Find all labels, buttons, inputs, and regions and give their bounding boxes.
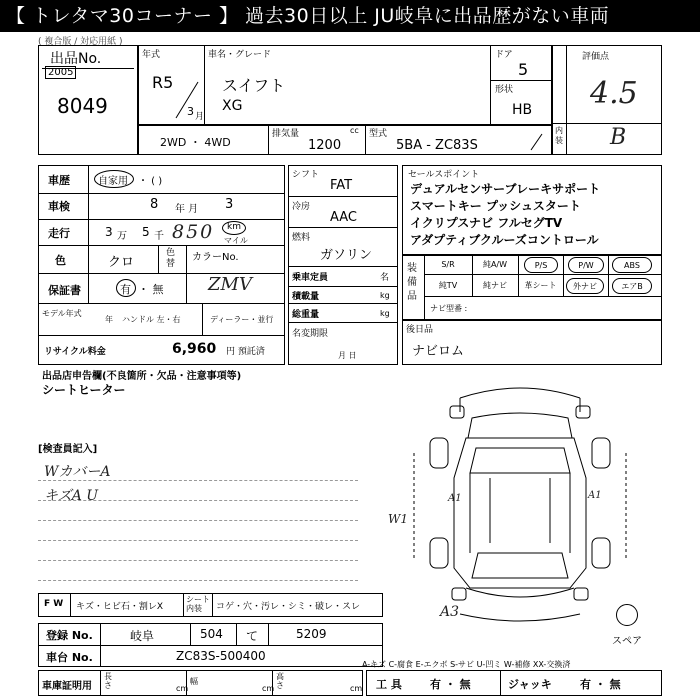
equip-alloy-wheels: 純A/W xyxy=(482,260,508,269)
damage-legend: A-キズ C-腐食 E-エクボ S-サビ U-凹ミ W-補修 XX-交換済 xyxy=(362,660,571,669)
history-rest: ・ ( ) xyxy=(138,176,163,187)
fw-rest: コゲ・穴・汚レ・シミ・破レ・スレ xyxy=(216,602,361,612)
interior-value: B xyxy=(610,125,627,150)
warranty-label: 保証書 xyxy=(48,284,81,297)
inspection-label: 車検 xyxy=(48,200,70,213)
year-label: 年式 xyxy=(142,50,161,60)
name-change-unit: 月 日 xyxy=(338,351,357,360)
equip-power-windows: P/W xyxy=(568,257,604,273)
body-type-value: HB xyxy=(512,102,533,118)
declaration-label: 出品店申告欄(不良箇所・欠品・注意事項等) xyxy=(42,371,242,382)
equip-aftermarket-navi: 外ナビ xyxy=(566,278,604,294)
mileage-man: 3 xyxy=(105,225,113,239)
tools-value: 有 ・ 無 xyxy=(430,678,471,691)
recycle-unit: 円 預託済 xyxy=(226,347,265,357)
inspection-month: 3 xyxy=(225,197,234,212)
registration-class: 504 xyxy=(200,627,223,641)
spare-label: スペア xyxy=(612,636,642,647)
interior-label: 内装 xyxy=(555,126,563,145)
color-label: 色 xyxy=(55,254,66,267)
model-code-value: 5BA - ZC83S xyxy=(396,138,478,153)
warranty-value: 有 xyxy=(120,283,131,296)
body-type-label: 形状 xyxy=(495,85,514,95)
ac-label: 冷房 xyxy=(292,202,311,212)
fuel-value: ガソリン xyxy=(320,248,373,263)
mileage-man-unit: 万 xyxy=(117,231,127,242)
tools-label: 工 具 xyxy=(376,678,402,691)
equip-abs: ABS xyxy=(612,257,652,273)
fw-label: F W xyxy=(44,599,64,609)
car-damage-diagram xyxy=(400,378,640,623)
declaration-value: シートヒーター xyxy=(42,383,126,397)
banner-title: 【 トレタマ30コーナー 】 過去30日以上 JU岐阜に出品歴がない車両 xyxy=(0,0,700,32)
shift-value: FAT xyxy=(330,178,353,193)
dealer-type: ディーラー・並行 xyxy=(210,315,274,324)
damage-mark-a1-left: A1 xyxy=(448,493,462,504)
garage-cert-label: 車庫証明用 xyxy=(42,681,92,692)
score-label: 評価点 xyxy=(582,52,610,62)
grade-name: XG xyxy=(222,98,243,114)
name-label: 車名・グレード xyxy=(208,50,272,60)
weight-unit: kg xyxy=(380,309,390,318)
equip-sunroof: S/R xyxy=(441,260,455,269)
ac-value: AAC xyxy=(330,210,357,225)
inspector-label: [検査員記入] xyxy=(38,444,98,455)
model-year-label: モデル年式 xyxy=(42,309,82,318)
mileage-handwritten: 850 xyxy=(172,221,215,243)
selling-point-4: アダプティブクルーズコントロール xyxy=(410,233,599,247)
damage-mark-w1: W1 xyxy=(388,512,408,526)
name-change-label: 名変期限 xyxy=(292,329,329,339)
history-label: 車歴 xyxy=(48,174,70,187)
model-year-unit: 年 xyxy=(105,315,113,324)
year-era: R5 xyxy=(152,73,174,92)
recycle-value: 6,960 xyxy=(172,341,217,357)
registration-pref: 岐阜 xyxy=(130,629,155,643)
damage-mark-a3: A3 xyxy=(440,604,460,620)
displacement-value: 1200 xyxy=(308,138,342,153)
mileage-sen: 5 xyxy=(142,225,150,239)
fuel-label: 燃料 xyxy=(292,233,311,243)
garage-length: 長さ xyxy=(104,672,112,690)
equip-genuine-tv: 純TV xyxy=(438,281,458,290)
color-code-value: ZMV xyxy=(208,274,252,295)
displacement-unit: cc xyxy=(350,126,359,135)
model-name: スイフト xyxy=(222,76,286,95)
recycle-label: リサイクル料金 xyxy=(44,347,106,357)
equipment-label: 装備品 xyxy=(407,263,417,302)
spare-tire-icon xyxy=(616,604,638,626)
registration-kana: て xyxy=(246,629,259,643)
garage-width: 幅 xyxy=(190,677,198,686)
displacement-label: 排気量 xyxy=(272,129,300,139)
lot-label: 出品No. xyxy=(50,51,102,67)
inspection-unit: 年 月 xyxy=(175,204,199,215)
jack-value: 有 ・ 無 xyxy=(580,678,621,691)
mileage-label: 走行 xyxy=(48,227,70,240)
garage-height-unit: cm xyxy=(350,684,363,693)
inspector-note-1: WカバーA xyxy=(44,464,111,480)
capacity-unit: 名 xyxy=(380,273,390,283)
garage-height: 高さ xyxy=(276,672,284,690)
inspection-year: 8 xyxy=(150,197,159,212)
damage-mark-a1-right: A1 xyxy=(588,490,602,501)
equip-power-steering: P/S xyxy=(524,257,558,273)
handle-side: ハンドル 左・右 xyxy=(122,315,181,324)
inspector-note-2: キズA U xyxy=(44,488,99,504)
capacity-label: 乗車定員 xyxy=(292,273,329,283)
warranty-rest: ・ 無 xyxy=(138,283,164,296)
doors-value: 5 xyxy=(518,60,529,79)
equip-genuine-navi: 純ナビ xyxy=(483,281,507,290)
score-value: 4.5 xyxy=(590,76,638,111)
chassis-label: 車台 No. xyxy=(46,651,93,664)
selling-point-3: イクリプスナビ フルセグTV xyxy=(410,216,563,230)
weight-label: 総重量 xyxy=(292,310,320,320)
fw-seat: シート内装 xyxy=(186,595,210,613)
aftermarket-value: ナビロム xyxy=(412,344,465,359)
history-value: 自家用 xyxy=(98,176,128,187)
registration-label: 登録 No. xyxy=(46,629,93,642)
year-month: 3 xyxy=(187,105,194,118)
drive-type: 2WD ・ 4WD xyxy=(160,136,231,149)
load-label: 積載量 xyxy=(292,292,320,302)
garage-width-unit: cm xyxy=(262,684,275,693)
color-value: クロ xyxy=(108,255,135,270)
lot-stamp: 2005 xyxy=(45,66,76,79)
mileage-sen-unit: 千 xyxy=(154,231,164,242)
color-change-label: 色替 xyxy=(166,248,176,269)
color-code-label: カラーNo. xyxy=(192,252,239,263)
equip-leather-seats: 革シート xyxy=(524,281,557,290)
registration-number: 5209 xyxy=(296,627,327,641)
year-month-unit: 月 xyxy=(195,112,205,122)
aftermarket-label: 後日品 xyxy=(406,325,434,335)
mileage-mile: マイル xyxy=(224,236,248,245)
shift-label: シフト xyxy=(292,170,320,180)
selling-points-label: セールスポイント xyxy=(408,170,480,180)
doors-label: ドア xyxy=(495,50,513,60)
model-code-label: 型式 xyxy=(369,129,388,139)
fw-text: キズ・ヒビ石・割レX xyxy=(76,602,163,612)
navi-model-label: ナビ型番 : xyxy=(430,304,468,313)
equip-airbag: エアB xyxy=(612,278,652,294)
garage-length-unit: cm xyxy=(176,684,189,693)
lot-number: 8049 xyxy=(57,94,108,118)
selling-point-1: デュアルセンサーブレーキサポート xyxy=(410,182,601,196)
chassis-value: ZC83S-500400 xyxy=(176,649,266,663)
selling-point-2: スマートキー プッシュスタート xyxy=(410,199,581,213)
mileage-km: km xyxy=(227,222,241,232)
jack-label: ジャッキ xyxy=(508,678,552,691)
sheet-subheading: ( 複合版 / 対応用紙 ) xyxy=(38,37,123,47)
load-unit: kg xyxy=(380,291,390,300)
